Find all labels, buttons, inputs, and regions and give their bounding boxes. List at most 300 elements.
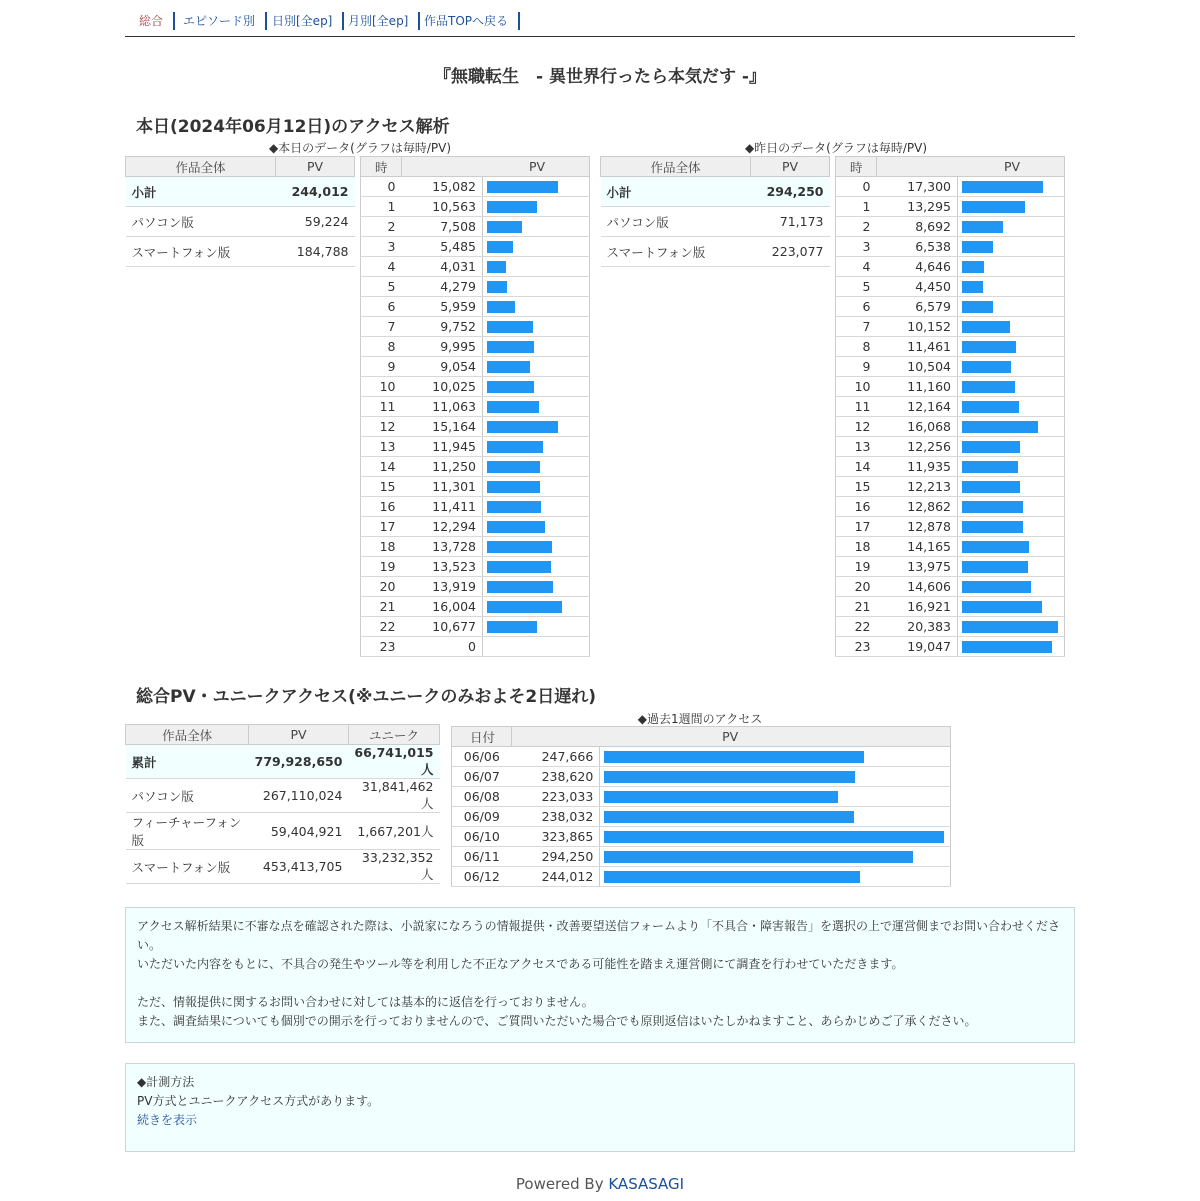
hour-cell: 3 — [361, 237, 402, 257]
pv-cell: 19,047 — [877, 637, 958, 657]
hourly-row — [361, 637, 590, 657]
bar-cell — [958, 377, 1065, 397]
weekly-row — [452, 807, 951, 827]
pv-bar — [962, 381, 1015, 393]
hourly-row — [361, 617, 590, 637]
hourly-row — [836, 217, 1065, 237]
hourly-row — [361, 497, 590, 517]
bar-cell — [958, 497, 1065, 517]
hourly-row — [361, 357, 590, 377]
totals-title: 総合PV・ユニークアクセス(※ユニークのみおよそ2日遅れ) — [136, 687, 596, 707]
today-summary-header-label: 作品全体 — [126, 157, 276, 177]
hourly-row — [836, 637, 1065, 657]
pv-cell: 4,646 — [877, 257, 958, 277]
summary-label: スマートフォン版 — [126, 237, 276, 267]
pv-cell: 13,975 — [877, 557, 958, 577]
hour-cell: 17 — [361, 517, 402, 537]
pv-bar — [962, 461, 1018, 473]
pv-cell: 11,250 — [402, 457, 483, 477]
hour-cell: 2 — [836, 217, 877, 237]
hour-cell: 19 — [836, 557, 877, 577]
pv-cell: 17,300 — [877, 177, 958, 197]
notice-paragraph: アクセス解析結果に不審な点を確認された際は、小説家になろうの情報提供・改善要望送信フォームより「不具合・障害報告」を選択の上で運営側までお問い合わせください。 — [137, 919, 1061, 952]
hour-cell: 0 — [836, 177, 877, 197]
pv-bar — [962, 241, 993, 253]
bar-cell — [600, 807, 951, 827]
totals-pv: 453,413,705 — [249, 850, 349, 884]
hour-cell: 13 — [361, 437, 402, 457]
pv-cell: 238,032 — [512, 807, 600, 827]
hour-cell: 2 — [361, 217, 402, 237]
pv-cell: 15,082 — [402, 177, 483, 197]
hourly-row — [361, 297, 590, 317]
hour-cell: 12 — [836, 417, 877, 437]
totals-pv: 59,404,921 — [249, 813, 349, 850]
bar-cell — [483, 357, 590, 377]
bar-cell — [958, 457, 1065, 477]
totals-unique: 66,741,015人 — [348, 745, 439, 779]
pv-bar — [962, 481, 1020, 493]
today-hourly-table — [360, 156, 590, 657]
bar-cell — [958, 277, 1065, 297]
yesterday-hourly-header-pv: PV — [877, 157, 1065, 177]
hourly-row — [836, 517, 1065, 537]
kasasagi-link[interactable]: KASASAGI — [608, 1175, 685, 1193]
yesterday-summary-row — [601, 177, 830, 207]
pv-bar — [962, 181, 1043, 193]
hourly-row — [361, 417, 590, 437]
access-title: 本日(2024年06月12日)のアクセス解析 — [136, 117, 450, 137]
nav-link-daily[interactable]: 日別[全ep] — [272, 12, 344, 30]
pv-bar — [962, 581, 1031, 593]
bar-cell — [483, 277, 590, 297]
bar-cell — [483, 577, 590, 597]
hourly-row — [836, 457, 1065, 477]
date-cell: 06/10 — [452, 827, 512, 847]
bar-cell — [958, 317, 1065, 337]
bar-cell — [600, 767, 951, 787]
hour-cell: 20 — [361, 577, 402, 597]
pv-cell: 0 — [402, 637, 483, 657]
pv-bar — [962, 641, 1052, 653]
bar-cell — [958, 577, 1065, 597]
pv-cell: 12,213 — [877, 477, 958, 497]
bar-cell — [958, 297, 1065, 317]
pv-bar — [487, 581, 553, 593]
pv-bar — [487, 241, 513, 253]
pv-cell: 12,862 — [877, 497, 958, 517]
hour-cell: 5 — [836, 277, 877, 297]
weekly-table — [451, 726, 951, 887]
pv-bar — [962, 201, 1025, 213]
hourly-row — [361, 237, 590, 257]
hourly-row — [836, 577, 1065, 597]
summary-label: スマートフォン版 — [601, 237, 751, 267]
pv-bar — [487, 621, 537, 633]
pv-cell: 6,538 — [877, 237, 958, 257]
pv-bar — [487, 561, 551, 573]
pv-bar — [487, 221, 522, 233]
summary-pv: 294,250 — [751, 177, 830, 207]
yesterday-hourly-table — [835, 156, 1065, 657]
bar-cell — [483, 197, 590, 217]
date-cell: 06/09 — [452, 807, 512, 827]
pv-cell: 10,152 — [877, 317, 958, 337]
hour-cell: 23 — [836, 637, 877, 657]
method-box — [125, 1063, 1075, 1152]
pv-bar — [604, 771, 855, 783]
hourly-row — [836, 317, 1065, 337]
hourly-row — [836, 357, 1065, 377]
bar-cell — [483, 337, 590, 357]
hour-cell: 14 — [836, 457, 877, 477]
pv-cell: 11,301 — [402, 477, 483, 497]
pv-cell: 5,959 — [402, 297, 483, 317]
pv-bar — [604, 831, 944, 843]
hourly-row — [361, 177, 590, 197]
bar-cell — [958, 217, 1065, 237]
pv-cell: 11,063 — [402, 397, 483, 417]
notice-paragraph: ただ、情報提供に関するお問い合わせに対しては基本的に返信を行っておりません。 — [137, 995, 594, 1009]
totals-row — [126, 745, 440, 779]
totals-unique: 31,841,462人 — [348, 779, 439, 813]
bar-cell — [958, 557, 1065, 577]
pv-bar — [962, 221, 1003, 233]
hourly-row — [836, 237, 1065, 257]
bar-cell — [483, 397, 590, 417]
hourly-row — [836, 397, 1065, 417]
pv-bar — [487, 461, 540, 473]
hourly-row — [836, 497, 1065, 517]
pv-bar — [962, 621, 1058, 633]
totals-label: パソコン版 — [126, 779, 249, 813]
pv-bar — [962, 541, 1029, 553]
weekly-row — [452, 787, 951, 807]
hour-cell: 23 — [361, 637, 402, 657]
hour-cell: 7 — [836, 317, 877, 337]
pv-bar — [962, 261, 984, 273]
pv-bar — [962, 401, 1019, 413]
notice-box — [125, 907, 1075, 1043]
bar-cell — [483, 217, 590, 237]
nav-link-monthly[interactable]: 月別[全ep] — [348, 12, 420, 30]
pv-cell: 4,279 — [402, 277, 483, 297]
hourly-row — [836, 597, 1065, 617]
pv-cell: 12,164 — [877, 397, 958, 417]
bar-cell — [958, 477, 1065, 497]
weekly-row — [452, 767, 951, 787]
hour-cell: 8 — [361, 337, 402, 357]
footer — [0, 1175, 1200, 1193]
method-text: PV方式とユニークアクセス方式があります。 — [137, 1094, 380, 1108]
hour-cell: 12 — [361, 417, 402, 437]
totals-unique: 1,667,201人 — [348, 813, 439, 850]
pv-cell: 20,383 — [877, 617, 958, 637]
pv-cell: 223,033 — [512, 787, 600, 807]
pv-cell: 9,752 — [402, 317, 483, 337]
hourly-row — [361, 597, 590, 617]
hourly-row — [836, 297, 1065, 317]
pv-bar — [487, 381, 534, 393]
date-cell: 06/06 — [452, 747, 512, 767]
pv-bar — [487, 201, 537, 213]
bar-cell — [958, 177, 1065, 197]
pv-cell: 4,031 — [402, 257, 483, 277]
hour-cell: 6 — [361, 297, 402, 317]
nav-link-overall[interactable]: 総合 — [139, 12, 175, 30]
hour-cell: 7 — [361, 317, 402, 337]
hourly-row — [361, 477, 590, 497]
notice-paragraph: いただいた内容をもとに、不具合の発生やツール等を利用した不正なアクセスである可能性を踏まえ運営側にて調査を行わせていただきます。 — [137, 957, 904, 971]
hour-cell: 6 — [836, 297, 877, 317]
summary-label: パソコン版 — [126, 207, 276, 237]
pv-cell: 13,728 — [402, 537, 483, 557]
hourly-row — [361, 517, 590, 537]
bar-cell — [483, 437, 590, 457]
yesterday-summary-header-pv: PV — [751, 157, 830, 177]
hourly-row — [836, 437, 1065, 457]
today-caption: ◆本日のデータ(グラフは毎時/PV) — [268, 141, 452, 155]
nav-link-work-top[interactable]: 作品TOPへ戻る — [424, 12, 520, 30]
bar-cell — [600, 867, 951, 887]
weekly-header-date: 日付 — [452, 727, 512, 747]
pv-cell: 4,450 — [877, 277, 958, 297]
pv-cell: 13,523 — [402, 557, 483, 577]
pv-cell: 10,563 — [402, 197, 483, 217]
footer-prefix: Powered By — [515, 1175, 609, 1193]
pv-bar — [604, 811, 854, 823]
totals-header-label: 作品全体 — [126, 725, 249, 745]
date-cell: 06/11 — [452, 847, 512, 867]
pv-cell: 8,692 — [877, 217, 958, 237]
pv-cell: 238,620 — [512, 767, 600, 787]
pv-bar — [487, 601, 562, 613]
pv-cell: 15,164 — [402, 417, 483, 437]
nav-link-episode[interactable]: エピソード別 — [183, 12, 267, 30]
summary-label: パソコン版 — [601, 207, 751, 237]
pv-bar — [604, 751, 864, 763]
bar-cell — [600, 787, 951, 807]
hour-cell: 18 — [836, 537, 877, 557]
bar-cell — [483, 417, 590, 437]
show-more-link[interactable]: 続きを表示 — [137, 1113, 198, 1127]
pv-cell: 12,256 — [877, 437, 958, 457]
pv-bar — [487, 421, 558, 433]
hourly-row — [836, 617, 1065, 637]
pv-cell: 11,411 — [402, 497, 483, 517]
pv-bar — [962, 421, 1038, 433]
hour-cell: 11 — [361, 397, 402, 417]
pv-bar — [487, 481, 540, 493]
bar-cell — [483, 257, 590, 277]
hour-cell: 18 — [361, 537, 402, 557]
totals-pv: 779,928,650 — [249, 745, 349, 779]
pv-bar — [962, 441, 1020, 453]
hour-cell: 10 — [361, 377, 402, 397]
pv-cell: 9,054 — [402, 357, 483, 377]
pv-cell: 247,666 — [512, 747, 600, 767]
bar-cell — [483, 557, 590, 577]
weekly-row — [452, 827, 951, 847]
hour-cell: 0 — [361, 177, 402, 197]
hour-cell: 9 — [836, 357, 877, 377]
pv-bar — [962, 341, 1016, 353]
hourly-row — [361, 317, 590, 337]
pv-cell: 14,606 — [877, 577, 958, 597]
totals-unique: 33,232,352人 — [348, 850, 439, 884]
bar-cell — [483, 177, 590, 197]
bar-cell — [958, 337, 1065, 357]
hour-cell: 16 — [361, 497, 402, 517]
hourly-row — [361, 277, 590, 297]
pv-cell: 13,295 — [877, 197, 958, 217]
pv-cell: 10,504 — [877, 357, 958, 377]
hour-cell: 21 — [361, 597, 402, 617]
bar-cell — [958, 197, 1065, 217]
totals-row — [126, 850, 440, 884]
bar-cell — [600, 847, 951, 867]
bar-cell — [483, 637, 590, 657]
top-nav — [125, 0, 1075, 37]
bar-cell — [958, 617, 1065, 637]
today-hourly-header-pv: PV — [402, 157, 590, 177]
weekly-header-pv: PV — [512, 727, 951, 747]
summary-pv: 71,173 — [751, 207, 830, 237]
hourly-row — [361, 397, 590, 417]
today-summary-table — [125, 156, 355, 267]
pv-cell: 5,485 — [402, 237, 483, 257]
pv-bar — [962, 521, 1023, 533]
bar-cell — [600, 827, 951, 847]
bar-cell — [483, 377, 590, 397]
summary-label: 小計 — [126, 177, 276, 207]
totals-label: 累計 — [126, 745, 249, 779]
pv-bar — [604, 871, 860, 883]
bar-cell — [483, 317, 590, 337]
pv-cell: 12,878 — [877, 517, 958, 537]
pv-bar — [487, 341, 534, 353]
bar-cell — [483, 517, 590, 537]
pv-cell: 7,508 — [402, 217, 483, 237]
yesterday-caption: ◆昨日のデータ(グラフは毎時/PV) — [744, 141, 928, 155]
hour-cell: 20 — [836, 577, 877, 597]
hour-cell: 11 — [836, 397, 877, 417]
method-heading: ◆計測方法 — [137, 1075, 195, 1089]
hour-cell: 22 — [361, 617, 402, 637]
hourly-row — [361, 197, 590, 217]
totals-header-pv: PV — [249, 725, 349, 745]
pv-bar — [487, 181, 558, 193]
bar-cell — [483, 297, 590, 317]
bar-cell — [958, 517, 1065, 537]
pv-cell: 10,025 — [402, 377, 483, 397]
bar-cell — [483, 537, 590, 557]
yesterday-summary-row — [601, 237, 830, 267]
totals-label: フィーチャーフォン版 — [126, 813, 249, 850]
pv-bar — [604, 791, 838, 803]
hourly-row — [836, 477, 1065, 497]
weekly-row — [452, 867, 951, 887]
pv-bar — [487, 441, 543, 453]
bar-cell — [600, 747, 951, 767]
summary-pv: 59,224 — [276, 207, 355, 237]
bar-cell — [958, 637, 1065, 657]
pv-bar — [962, 281, 983, 293]
pv-cell: 14,165 — [877, 537, 958, 557]
today-summary-row — [126, 207, 355, 237]
hour-cell: 4 — [836, 257, 877, 277]
hour-cell: 4 — [361, 257, 402, 277]
date-cell: 06/07 — [452, 767, 512, 787]
summary-pv: 184,788 — [276, 237, 355, 267]
hour-cell: 13 — [836, 437, 877, 457]
hourly-row — [836, 537, 1065, 557]
hourly-row — [361, 557, 590, 577]
today-hourly-header-hour: 時 — [361, 157, 402, 177]
hourly-row — [836, 177, 1065, 197]
pv-cell: 244,012 — [512, 867, 600, 887]
pv-cell: 11,461 — [877, 337, 958, 357]
hourly-row — [361, 457, 590, 477]
hour-cell: 1 — [836, 197, 877, 217]
pv-bar — [487, 301, 515, 313]
hour-cell: 9 — [361, 357, 402, 377]
pv-cell: 294,250 — [512, 847, 600, 867]
bar-cell — [958, 357, 1065, 377]
pv-cell: 11,945 — [402, 437, 483, 457]
totals-row — [126, 779, 440, 813]
weekly-caption: ◆過去1週間のアクセス — [637, 712, 763, 726]
hourly-row — [361, 577, 590, 597]
weekly-row — [452, 747, 951, 767]
yesterday-summary-header-label: 作品全体 — [601, 157, 751, 177]
pv-bar — [487, 541, 552, 553]
hour-cell: 14 — [361, 457, 402, 477]
bar-cell — [958, 437, 1065, 457]
hour-cell: 15 — [836, 477, 877, 497]
bar-cell — [483, 237, 590, 257]
bar-cell — [958, 417, 1065, 437]
pv-cell: 10,677 — [402, 617, 483, 637]
pv-cell: 13,919 — [402, 577, 483, 597]
pv-bar — [962, 361, 1011, 373]
hour-cell: 21 — [836, 597, 877, 617]
bar-cell — [483, 617, 590, 637]
pv-bar — [962, 321, 1010, 333]
hourly-row — [361, 437, 590, 457]
summary-label: 小計 — [601, 177, 751, 207]
hourly-row — [836, 257, 1065, 277]
bar-cell — [958, 257, 1065, 277]
hourly-row — [361, 337, 590, 357]
pv-bar — [487, 361, 530, 373]
pv-bar — [962, 601, 1042, 613]
bar-cell — [958, 537, 1065, 557]
bar-cell — [483, 597, 590, 617]
hour-cell: 1 — [361, 197, 402, 217]
pv-cell: 323,865 — [512, 827, 600, 847]
hour-cell: 17 — [836, 517, 877, 537]
hour-cell: 15 — [361, 477, 402, 497]
hour-cell: 8 — [836, 337, 877, 357]
hourly-row — [361, 217, 590, 237]
hourly-row — [836, 417, 1065, 437]
hourly-row — [361, 257, 590, 277]
page-title: 『無職転生 - 異世界行ったら本気だす -』 — [434, 67, 766, 87]
bar-cell — [483, 477, 590, 497]
hour-cell: 10 — [836, 377, 877, 397]
pv-bar — [487, 501, 541, 513]
